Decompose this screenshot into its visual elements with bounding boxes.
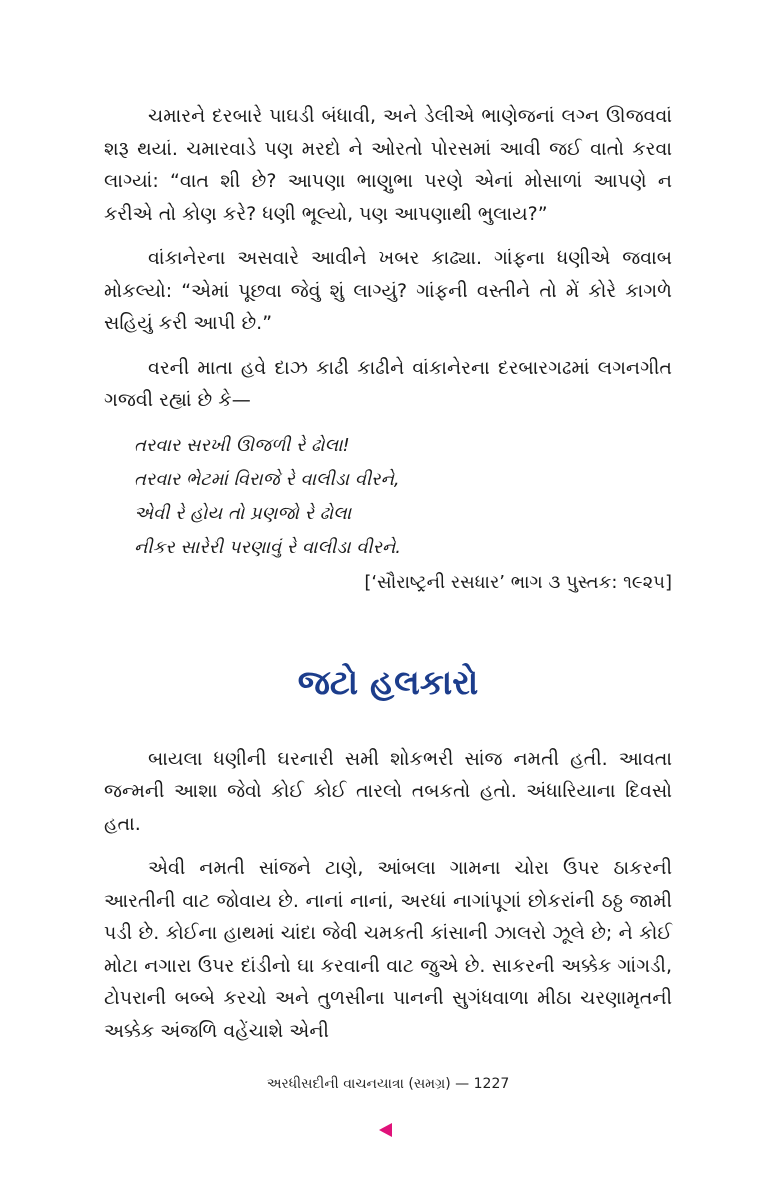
poem-line-1: તરવાર સરખી ઊજળી રે ઢોલા!: [134, 434, 350, 456]
paragraph-4: બાયલા ધણીની ઘરનારી સમી શોકભરી સાંજ નમતી હતી. આવતા જન્મની આશા જેવો કોઈ કોઈ તારલો તબકતો હતો. અંધારિયાના દિવસો હતા.: [104, 747, 672, 835]
poem-line-4: નીકર સારેરી પરણાવું રે વાલીડા વીરને.: [134, 536, 402, 558]
page-footer: અરધીસદીની વાચનયાત્રા (સમગ્ર) — 1227: [266, 1076, 510, 1092]
poem-line-3: એવી રે હોય તો પ્રણજો રે ઢોલા: [134, 502, 352, 524]
paragraph-3: વરની માતા હવે દાઝ કાઢી કાઢીને વાંકાનેરના દરબારગઢમાં લગનગીત ગજવી રહ્યાં છે કે—: [104, 356, 672, 411]
paragraph-1: ચમારને દરબારે પાઘડી બંધાવી, અને ડેલીએ ભાણેજનાં લગ્ન ઊજવવાં શરૂ થયાં. ચમારવાડે પણ મરદો ને ઓરતો પોરસમાં આવી જઈ વાતો કરવા લાગ્યાં: “વાત શી છે? આપણા ભાણુભા પરણે એનાં મોસાળાં આપણે ન કરીએ તો કોણ કરે? ધણી ભૂલ્યો, પણ આપણાથી ભુલાય?”: [104, 105, 672, 225]
source-citation: [‘સૌરાષ્ટ્રની રસધાર’ ભાગ ૩ પુસ્તક: ૧૯૨૫]: [364, 571, 672, 593]
poem-block: [104, 429, 672, 565]
page-body: [104, 100, 672, 1059]
paragraph-2: વાંકાનેરના અસવારે આવીને ખબર કાઢ્યા. ગાંફના ધણીએ જવાબ મોકલ્યો: “એમાં પૂછવા જેવું શું લાગ્યું? ગાંફની વસ્તીને તો મેં કોરે કાગળે સહિયું કરી આપી છે.”: [104, 247, 672, 334]
triangle-left-icon[interactable]: [379, 1123, 392, 1137]
paragraph-5: એવી નમતી સાંજને ટાણે, આંબલા ગામના ચોરા ઉપર ઠાકરની આરતીની વાટ જોવાય છે. નાનાં નાનાં, અરધાં નાગાંપૂગાં છોકરાંની ઠઠ્ઠ જામી પડી છે. કોઈના હાથમાં ચાંદા જેવી ચમકતી કાંસાની ઝાલરો ઝૂલે છે; ને કોઈ મોટા નગારા ઉપર દાંડીનો ઘા કરવાની વાટ જુએ છે. સાકરની અક્કેક ગાંગડી, ટોપરાની બબ્બે કરચો અને તુળસીના પાનની સુગંધવાળા મીઠા ચરણામૃતની અક્કેક અંજળિ વહેંચાશે એની: [104, 857, 672, 1042]
poem-line-2: તરવાર ભેટમાં વિરાજે રે વાલીડા વીરને,: [134, 468, 400, 490]
chapter-title: જટો હલકારો: [297, 662, 479, 703]
